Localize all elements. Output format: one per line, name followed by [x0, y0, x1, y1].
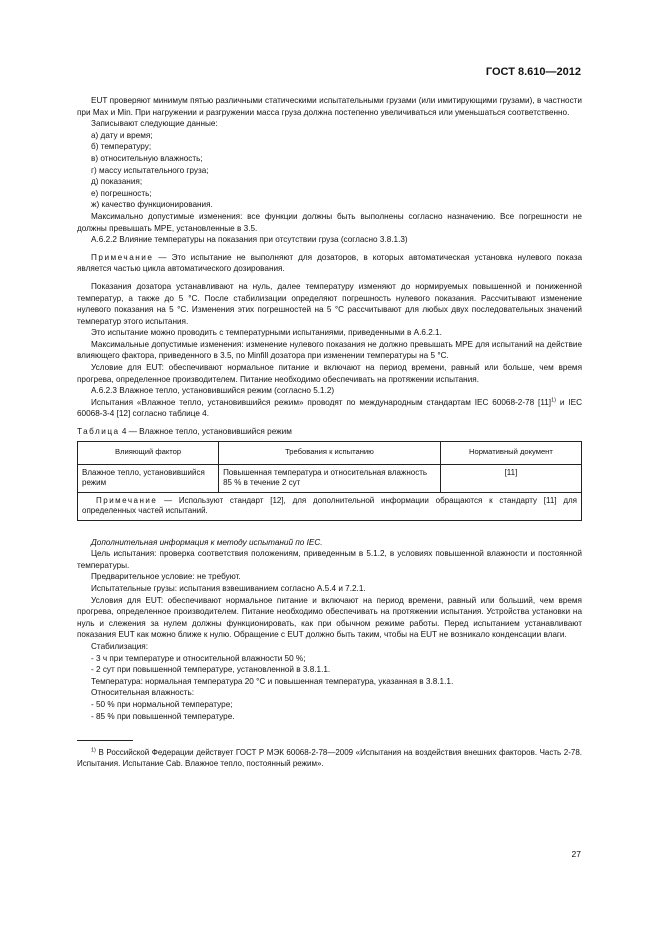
section-heading: А.6.2.3 Влажное тепло, установившийся режим (согласно 5.1.2)	[91, 386, 335, 396]
table-caption-text: 4 — Влажное тепло, установившийся режим	[119, 427, 292, 437]
list-item: д) показания;	[91, 177, 143, 187]
table-cell: Повышенная температура и относительная влажность 85 % в течение 2 сут	[219, 464, 441, 492]
paragraph: Относительная влажность:	[91, 688, 195, 698]
paragraph: Показания дозатора устанавливают на нуль, далее температуру изменяют до нормируемых повышенной и пониженной температур, а также до 5 °C. После стабилизации определяют погрешность нулевого показания. Рассчитывают изменение нулевого показания на 5 °C. Изменения этих погрешностей на 5 °C рассчитывают для любых двух последовательных значений температур этого испытания.	[77, 281, 582, 326]
table-row	[78, 464, 582, 492]
paragraph: Записывают следующие данные:	[91, 119, 218, 129]
footnote-text: В Российской Федерации действует ГОСТ Р МЭК 60068-2-78—2009 «Испытания на воздействия внешних факторов. Часть 2-78. Испытания. Испытание Cab. Влажное тепло, постоянный режим».	[77, 748, 582, 769]
table-note	[78, 492, 582, 520]
paragraph	[77, 397, 582, 420]
list-item: - 3 ч при температуре и относительной влажности 50 %;	[91, 653, 306, 663]
table-cell: [11]	[440, 464, 581, 492]
page-content	[77, 95, 582, 769]
table-cell: Влажное тепло, установившийся режим	[78, 464, 219, 492]
table-header-row	[78, 441, 582, 464]
note-text: — Используют стандарт [12], для дополнительной информации обращаются к стандарту [11] для определенных частей испытаний.	[82, 495, 577, 516]
paragraph-italic: Дополнительная информация к методу испытаний по IEC.	[91, 537, 323, 547]
list-item: а) дату и время;	[91, 130, 153, 140]
paragraph: Предварительное условие: не требуют.	[91, 572, 241, 582]
table-4	[77, 441, 582, 521]
table-header: Нормативный документ	[440, 441, 581, 464]
note-label: Примечание	[91, 252, 154, 262]
footnote-divider	[77, 740, 133, 741]
list-item: - 2 сут при повышенной температуре, установленной в 3.8.1.1.	[91, 665, 331, 675]
list-item: в) относительную влажность;	[91, 153, 203, 163]
table-caption-label: Таблица	[77, 427, 120, 437]
paragraph: EUT проверяют минимум пятью различными статическими испытательными грузами (или имитирующими грузами), в частности при Max и Min. При нагружении и разгружении масса груза должна постепенно увеличиваться или уменьшаться соответственно.	[77, 96, 582, 117]
footnote-ref: 1)	[551, 397, 556, 404]
footnote-mark: 1)	[91, 747, 96, 754]
paragraph: Испытательные грузы: испытания взвешиванием согласно А.5.4 и 7.2.1.	[91, 584, 366, 593]
list-item: - 85 % при повышенной температуре.	[91, 711, 235, 721]
paragraph: Условие для EUT: обеспечивают нормальное питание и включают на период времени, равный или больше, чем время прогрева, определенное производителем. Питание необходимо обеспечивать на протяжении испытания.	[77, 363, 582, 384]
list-item: ж) качество функционирования.	[91, 200, 213, 210]
paragraph: Стабилизация:	[91, 641, 149, 651]
paragraph: Условия для EUT: обеспечивают нормальное питание и включают на период времени, равный или больший, чем время прогрева, определенное производителем. Питание необходимо обеспечивать на протяжении испытания. Устройства установки на нуль и слежения за нулем должны функционировать, как при обычном режиме работы. Перед испытанием устанавливают показания EUT как можно ближе к нулю. Обращение с EUT должно быть таким, чтобы на EUT не возникало конденсации влаги.	[77, 595, 582, 640]
note-label: Примечание	[96, 495, 158, 505]
list-item: б) температуру;	[91, 142, 152, 152]
paragraph: Цель испытания: проверка соответствия положениям, приведенным в 5.1.2, в условиях повышенной влажности и постоянной температуры.	[77, 549, 582, 570]
table-caption	[77, 426, 582, 438]
standard-header: ГОСТ 8.610—2012	[485, 66, 581, 78]
paragraph: Максимально допустимые изменения: все функции должны быть выполнены согласно назначению. Все погрешности не должны превышать МРЕ, установленные в 3.5.	[77, 211, 582, 233]
section-heading: А.6.2.2 Влияние температуры на показания при отсутствии груза (согласно 3.8.1.3)	[91, 235, 408, 245]
list-item: г) массу испытательного груза;	[91, 165, 209, 175]
list-item: - 50 % при нормальной температуре;	[91, 699, 233, 709]
page-number: 27	[571, 849, 581, 859]
note	[77, 252, 582, 275]
paragraph: Температура: нормальная температура 20 °C и повышенная температура, указанная в 3.8.1.1.	[91, 676, 454, 686]
table-header: Требования к испытанию	[219, 441, 441, 464]
paragraph: Это испытание можно проводить с температурными испытаниями, приведенными в А.6.2.1.	[91, 328, 442, 338]
list-item: е) погрешность;	[91, 188, 152, 198]
paragraph: Максимальные допустимые изменения: изменение нулевого показания не должно превышать МРЕ для испытаний на действие влияющего фактора, приведенного в 3.5, по Minfill дозатора при изменении температуры на 5 °C.	[77, 339, 582, 361]
footnote	[77, 747, 582, 769]
text: Испытания «Влажное тепло, установившийся режим» проводят по международным стандартам IEC 60068-2-78 [11]	[91, 397, 552, 407]
table-header: Влияющий фактор	[78, 441, 219, 464]
table-note-row	[78, 492, 582, 520]
text: и IEC 60068-3-4 [12] согласно таблице 4.	[77, 397, 582, 419]
note-text: — Это испытание не выполняют для дозаторов, в которых автоматическая установка нулевого показа является частью цикла автоматического дозирования.	[77, 252, 582, 274]
